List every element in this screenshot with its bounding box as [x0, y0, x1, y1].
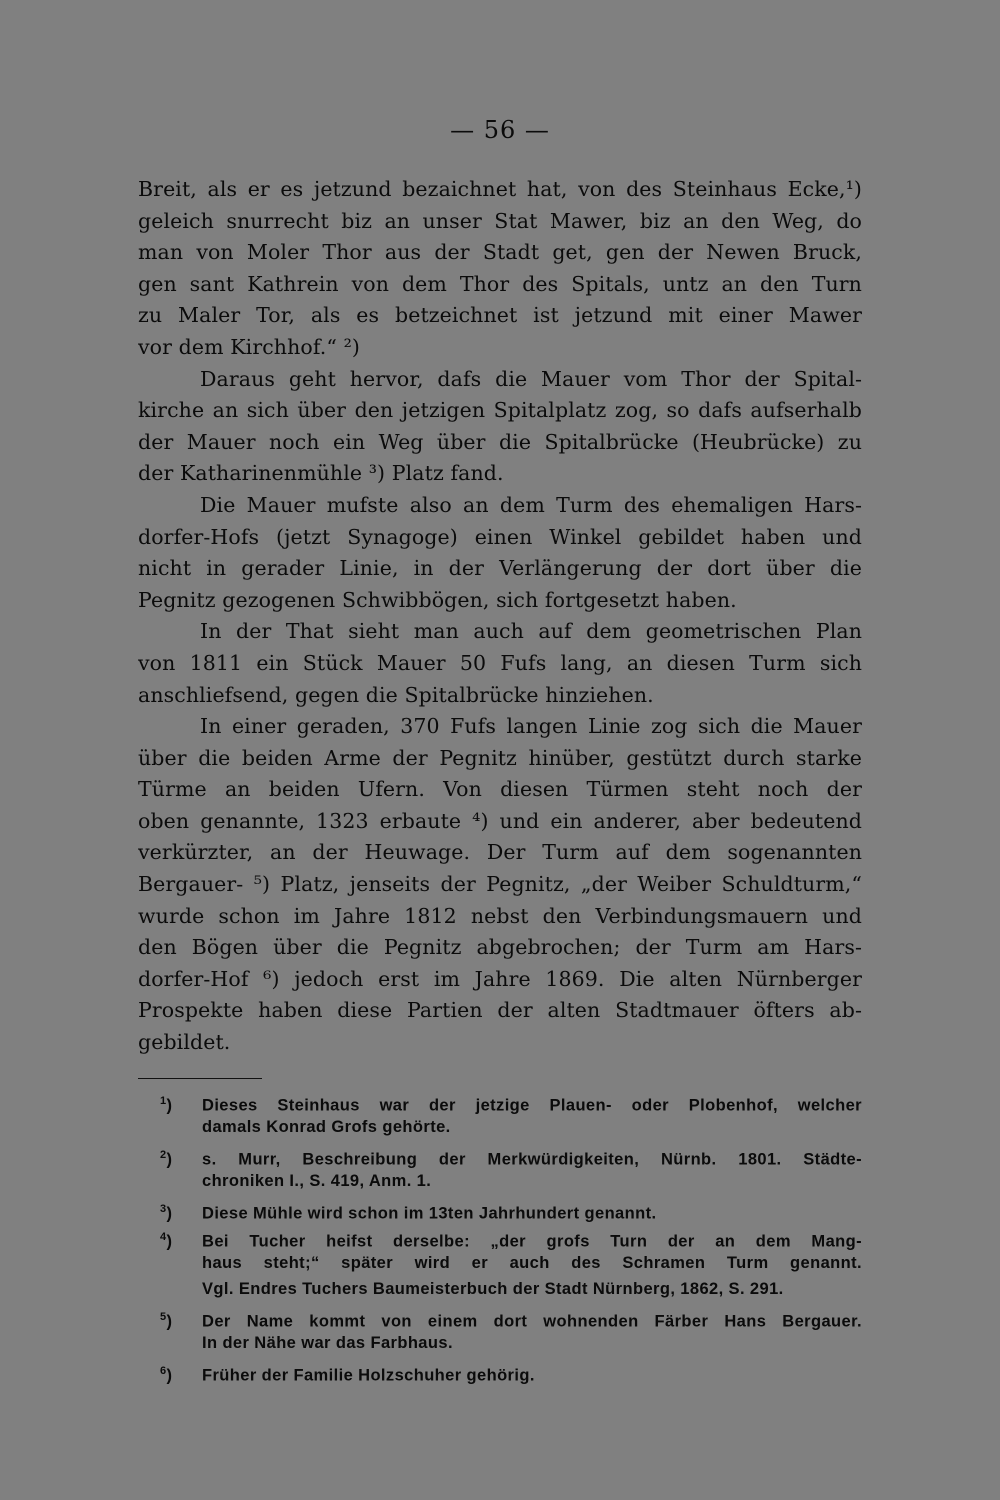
- footnote-1: [160, 1088, 862, 1140]
- footnote-divider: [138, 1078, 262, 1079]
- page-number: — 56 —: [450, 116, 550, 144]
- footnote-marker: $^2$): [160, 1149, 173, 1168]
- text-line: den Bögen über die Pegnitz abgebrochen; der Turm am Hars-: [138, 935, 862, 960]
- text-line: Daraus geht hervor, dafs die Mauer vom Thor der Spital-: [200, 366, 862, 391]
- text-line: nicht in gerader Linie, in der Verlängerung der dort über die: [138, 556, 862, 581]
- footnote-text: s. Murr, Beschreibung der Merkwürdigkeiten, Nürnb. 1801. Städte-: [202, 1150, 862, 1168]
- text-line: In einer geraden, 370 Fufs langen Linie zog sich die Mauer: [200, 714, 862, 739]
- footnote-text: Früher der Familie Holzschuher gehörig.: [202, 1366, 535, 1384]
- text-line: der Mauer noch ein Weg über die Spitalbrücke (Heubrücke) zu: [138, 429, 862, 454]
- footnote-5: [160, 1304, 862, 1356]
- text-line: geleich snurrecht biz an unser Stat Mawer, biz an den Weg, do: [138, 208, 862, 233]
- text-line: Die Mauer mufste also an dem Turm des ehemaligen Hars-: [200, 492, 862, 517]
- footnote-text: damals Konrad Grofs gehörte.: [202, 1118, 451, 1136]
- text-line: gebildet.: [138, 1030, 231, 1055]
- text-line: gen sant Kathrein von dem Thor des Spitals, untz an den Turn: [138, 271, 862, 296]
- text-line: anschliefsend, gegen die Spitalbrücke hinziehen.: [138, 682, 654, 707]
- footnote-text: Der Name kommt von einem dort wohnenden Färber Hans Bergauer.: [202, 1312, 862, 1330]
- main-text: [138, 174, 862, 1059]
- footnote-2: [160, 1142, 862, 1194]
- text-line: oben genannte, 1323 erbaute ⁴) und ein anderer, aber bedeutend: [138, 808, 862, 833]
- text-line: In der That sieht man auch auf dem geometrischen Plan: [200, 619, 862, 644]
- footnote-text: Vgl. Endres Tuchers Baumeisterbuch der Stadt Nürnberg, 1862, S. 291.: [202, 1280, 784, 1298]
- footnote-4: [160, 1224, 862, 1302]
- text-line: von 1811 ein Stück Mauer 50 Fufs lang, an diesen Turm sich: [138, 650, 862, 675]
- text-line: über die beiden Arme der Pegnitz hinüber, gestützt durch starke: [138, 745, 862, 770]
- footnote-6: [160, 1358, 862, 1384]
- text-line: dorfer-Hofs (jetzt Synagoge) einen Winkel gebildet haben und: [138, 524, 862, 549]
- text-line: Breit, als er es jetzund bezaichnet hat, von des Steinhaus Ecke,¹): [138, 177, 862, 201]
- text-line: zu Maler Tor, als es betzeichnet ist jetzund mit einer Mawer: [138, 303, 862, 328]
- footnote-text: Diese Mühle wird schon im 13ten Jahrhundert genannt.: [202, 1204, 657, 1222]
- footnote-text: haus steht;“ später wird er auch des Schramen Turm genannt.: [202, 1254, 862, 1272]
- footnotes: [160, 1088, 862, 1386]
- text-line: Türme an beiden Ufern. Von diesen Türmen steht noch der: [138, 777, 862, 802]
- footnote-marker: $^6$): [160, 1365, 173, 1384]
- footnote-marker: $^3$): [160, 1203, 173, 1222]
- text-line: wurde schon im Jahre 1812 nebst den Verbindungsmauern und: [138, 903, 862, 928]
- text-line: der Katharinenmühle ³) Platz fand.: [138, 461, 504, 486]
- footnote-marker: $^5$): [160, 1311, 173, 1330]
- text-line: dorfer-Hof ⁶) jedoch erst im Jahre 1869. Die alten Nürnberger: [138, 966, 862, 991]
- footnote-3: [160, 1196, 862, 1222]
- text-line: verkürzter, an der Heuwage. Der Turm auf dem sogenannten: [138, 840, 862, 865]
- footnote-marker: $^1$): [160, 1095, 173, 1114]
- text-line: kirche an sich über den jetzigen Spitalplatz zog, so dafs aufserhalb: [138, 398, 862, 423]
- footnote-marker: $^4$): [160, 1231, 173, 1250]
- text-line: vor dem Kirchhof.“ ²): [138, 334, 361, 359]
- footnote-text: Bei Tucher heifst derselbe: „der grofs Turn der an dem Mang-: [202, 1232, 862, 1250]
- footnote-text: chroniken I., S. 419, Anm. 1.: [202, 1172, 432, 1190]
- footnote-text: Dieses Steinhaus war der jetzige Plauen- oder Plobenhof, welcher: [202, 1096, 862, 1114]
- text-line: Prospekte haben diese Partien der alten Stadtmauer öfters ab-: [138, 998, 862, 1023]
- text-line: man von Moler Thor aus der Stadt get, gen der Newen Bruck,: [138, 240, 862, 265]
- footnote-text: In der Nähe war das Farbhaus.: [202, 1334, 453, 1352]
- text-line: Pegnitz gezogenen Schwibbögen, sich fortgesetzt haben.: [138, 587, 737, 612]
- text-line: Bergauer- ⁵) Platz, jenseits der Pegnitz, „der Weiber Schuldturm,“: [138, 872, 862, 897]
